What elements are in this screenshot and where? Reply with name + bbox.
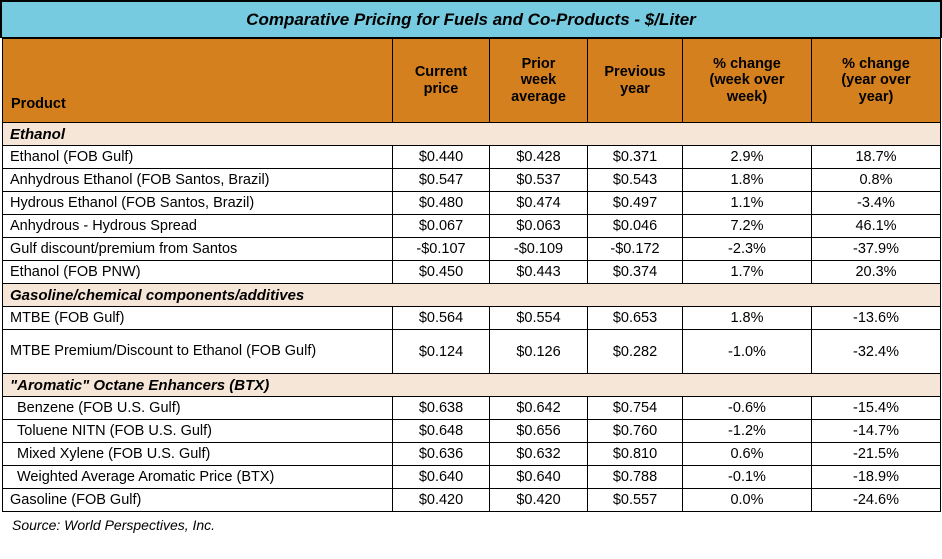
cell-pct-change-year: 20.3% <box>812 261 941 284</box>
cell-prior-week-average: -$0.109 <box>490 238 588 261</box>
cell-pct-change-week: 1.1% <box>683 192 812 215</box>
cell-previous-year: $0.810 <box>588 443 683 466</box>
row-label: Ethanol (FOB PNW) <box>3 261 393 284</box>
table-row <box>3 466 941 489</box>
cell-current-price: $0.636 <box>393 443 490 466</box>
row-label: Anhydrous - Hydrous Spread <box>3 215 393 238</box>
cell-pct-change-week: -1.2% <box>683 420 812 443</box>
cell-current-price: $0.067 <box>393 215 490 238</box>
cell-prior-week-average: $0.443 <box>490 261 588 284</box>
cell-pct-change-year: -14.7% <box>812 420 941 443</box>
table-row <box>3 146 941 169</box>
cell-previous-year: -$0.172 <box>588 238 683 261</box>
cell-current-price: $0.450 <box>393 261 490 284</box>
cell-pct-change-year: -21.5% <box>812 443 941 466</box>
column-header-prior-week-average-line-2: week <box>520 72 557 89</box>
section-row <box>3 123 941 146</box>
cell-prior-week-average: $0.632 <box>490 443 588 466</box>
column-header-pct-change-week-line-3: week) <box>726 88 768 105</box>
row-label: Gulf discount/premium from Santos <box>3 238 393 261</box>
cell-current-price: -$0.107 <box>393 238 490 261</box>
column-header-current-price <box>393 39 490 123</box>
row-label: Ethanol (FOB Gulf) <box>3 146 393 169</box>
cell-pct-change-week: 7.2% <box>683 215 812 238</box>
cell-pct-change-week: 0.0% <box>683 489 812 512</box>
cell-current-price: $0.420 <box>393 489 490 512</box>
table-header <box>3 39 941 123</box>
row-label: Anhydrous Ethanol (FOB Santos, Brazil) <box>3 169 393 192</box>
cell-previous-year: $0.046 <box>588 215 683 238</box>
column-header-pct-change-year-line-2: (year over <box>841 72 911 89</box>
cell-prior-week-average: $0.126 <box>490 330 588 374</box>
cell-pct-change-year: -3.4% <box>812 192 941 215</box>
column-header-pct-change-year-line-1: % change <box>842 56 910 73</box>
table-row <box>3 330 941 374</box>
row-label: MTBE Premium/Discount to Ethanol (FOB Gulf) <box>3 330 393 374</box>
row-label: Hydrous Ethanol (FOB Santos, Brazil) <box>3 192 393 215</box>
cell-pct-change-year: 46.1% <box>812 215 941 238</box>
cell-current-price: $0.480 <box>393 192 490 215</box>
column-header-previous-year-line-2: year <box>620 80 650 97</box>
cell-pct-change-week: -0.1% <box>683 466 812 489</box>
row-label: Weighted Average Aromatic Price (BTX) <box>3 466 393 489</box>
column-header-prior-week-average-line-3: average <box>511 88 566 105</box>
table-row <box>3 238 941 261</box>
cell-pct-change-week: 1.7% <box>683 261 812 284</box>
cell-pct-change-year: 0.8% <box>812 169 941 192</box>
cell-prior-week-average: $0.656 <box>490 420 588 443</box>
column-header-previous-year <box>588 39 683 123</box>
cell-previous-year: $0.371 <box>588 146 683 169</box>
table-row <box>3 215 941 238</box>
cell-prior-week-average: $0.063 <box>490 215 588 238</box>
cell-current-price: $0.640 <box>393 466 490 489</box>
cell-current-price: $0.547 <box>393 169 490 192</box>
cell-prior-week-average: $0.640 <box>490 466 588 489</box>
table-row <box>3 397 941 420</box>
header-row <box>3 39 941 123</box>
cell-prior-week-average: $0.428 <box>490 146 588 169</box>
cell-pct-change-year: 18.7% <box>812 146 941 169</box>
section-row <box>3 374 941 397</box>
column-header-prior-week-average <box>490 39 588 123</box>
table-row <box>3 307 941 330</box>
cell-previous-year: $0.497 <box>588 192 683 215</box>
cell-pct-change-week: -2.3% <box>683 238 812 261</box>
source-note: Source: World Perspectives, Inc. <box>12 517 216 533</box>
column-header-pct-change-week-line-1: % change <box>713 56 781 73</box>
table-title-bar <box>0 0 942 38</box>
cell-pct-change-year: -37.9% <box>812 238 941 261</box>
cell-current-price: $0.124 <box>393 330 490 374</box>
cell-pct-change-year: -15.4% <box>812 397 941 420</box>
column-header-pct-change-year-line-3: year) <box>858 88 894 105</box>
cell-previous-year: $0.653 <box>588 307 683 330</box>
column-header-product-line-1: Product <box>11 95 66 112</box>
cell-previous-year: $0.282 <box>588 330 683 374</box>
column-header-pct-change-week <box>683 39 812 123</box>
cell-prior-week-average: $0.537 <box>490 169 588 192</box>
cell-current-price: $0.564 <box>393 307 490 330</box>
cell-previous-year: $0.557 <box>588 489 683 512</box>
cell-previous-year: $0.374 <box>588 261 683 284</box>
table-body <box>3 123 941 512</box>
cell-current-price: $0.648 <box>393 420 490 443</box>
cell-prior-week-average: $0.554 <box>490 307 588 330</box>
cell-pct-change-year: -18.9% <box>812 466 941 489</box>
cell-prior-week-average: $0.420 <box>490 489 588 512</box>
section-label: Ethanol <box>3 123 941 146</box>
cell-pct-change-week: 2.9% <box>683 146 812 169</box>
cell-pct-change-year: -24.6% <box>812 489 941 512</box>
row-label: MTBE (FOB Gulf) <box>3 307 393 330</box>
cell-pct-change-year: -32.4% <box>812 330 941 374</box>
column-header-current-price-line-2: price <box>423 80 459 97</box>
cell-pct-change-week: -0.6% <box>683 397 812 420</box>
cell-prior-week-average: $0.474 <box>490 192 588 215</box>
row-label: Toluene NITN (FOB U.S. Gulf) <box>3 420 393 443</box>
table-row <box>3 169 941 192</box>
cell-pct-change-week: 1.8% <box>683 307 812 330</box>
cell-pct-change-week: 1.8% <box>683 169 812 192</box>
cell-previous-year: $0.760 <box>588 420 683 443</box>
column-header-current-price-line-1: Current <box>414 64 468 81</box>
section-row <box>3 284 941 307</box>
table-row <box>3 443 941 466</box>
table-row <box>3 192 941 215</box>
table-row <box>3 489 941 512</box>
section-label: "Aromatic" Octane Enhancers (BTX) <box>3 374 941 397</box>
column-header-pct-change-year <box>812 39 941 123</box>
cell-pct-change-week: 0.6% <box>683 443 812 466</box>
column-header-previous-year-line-1: Previous <box>604 64 666 81</box>
comparative-pricing-table <box>2 38 941 512</box>
table-row <box>3 420 941 443</box>
cell-pct-change-year: -13.6% <box>812 307 941 330</box>
cell-current-price: $0.638 <box>393 397 490 420</box>
cell-previous-year: $0.754 <box>588 397 683 420</box>
column-header-pct-change-week-line-2: (week over <box>709 72 785 89</box>
row-label: Benzene (FOB U.S. Gulf) <box>3 397 393 420</box>
column-header-prior-week-average-line-1: Prior <box>521 56 556 73</box>
cell-pct-change-week: -1.0% <box>683 330 812 374</box>
row-label: Mixed Xylene (FOB U.S. Gulf) <box>3 443 393 466</box>
cell-previous-year: $0.788 <box>588 466 683 489</box>
cell-previous-year: $0.543 <box>588 169 683 192</box>
cell-prior-week-average: $0.642 <box>490 397 588 420</box>
column-header-product <box>3 39 393 123</box>
page-title: Comparative Pricing for Fuels and Co-Products - $/Liter <box>246 9 696 29</box>
row-label: Gasoline (FOB Gulf) <box>3 489 393 512</box>
section-label: Gasoline/chemical components/additives <box>3 284 941 307</box>
table-row <box>3 261 941 284</box>
cell-current-price: $0.440 <box>393 146 490 169</box>
